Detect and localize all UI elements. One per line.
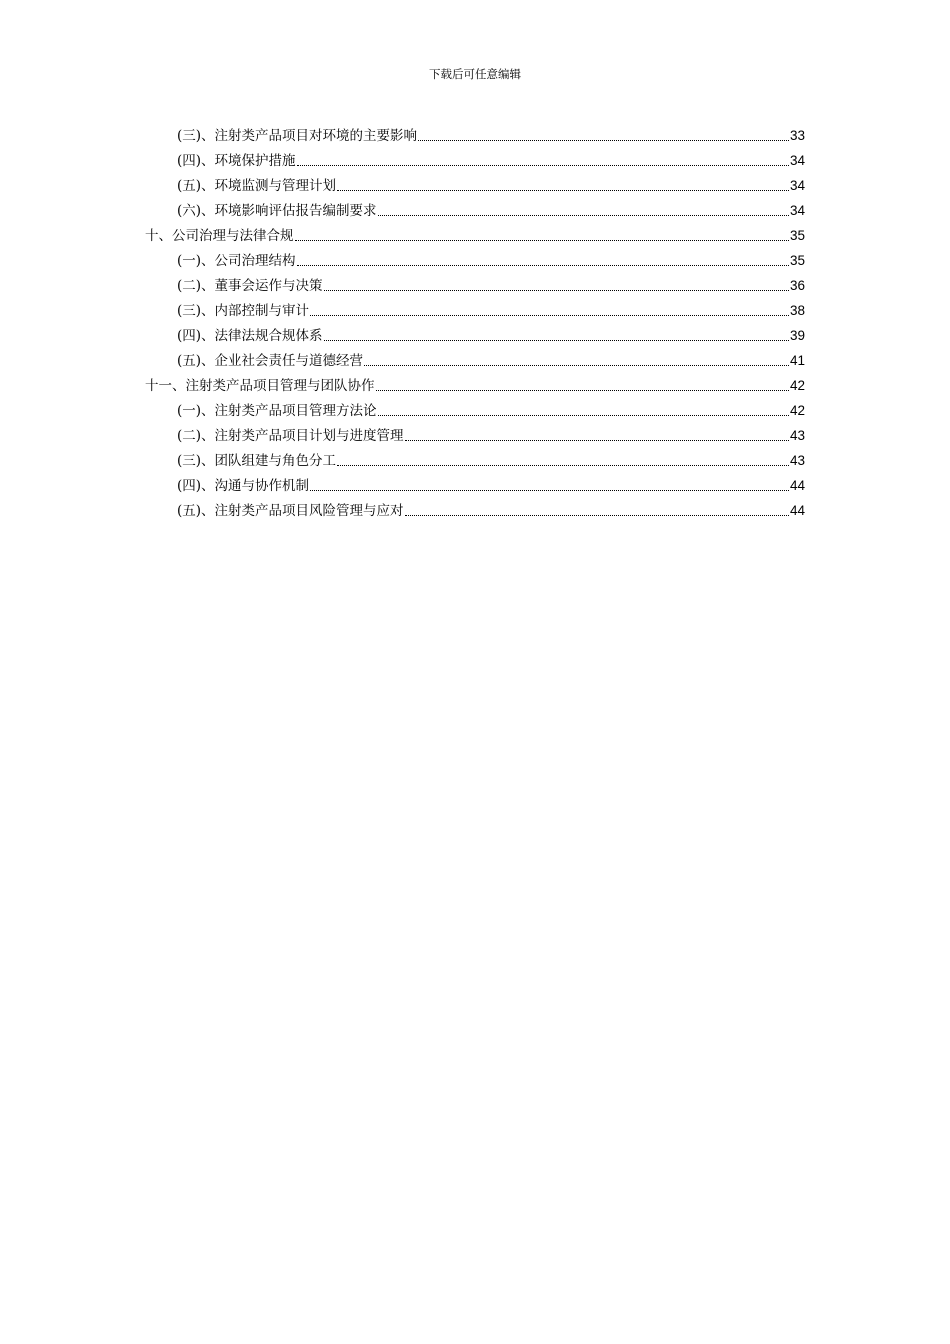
page-header: 下载后可任意编辑 <box>429 67 521 81</box>
toc-dot-leader <box>297 265 789 266</box>
toc-page-number: 42 <box>789 378 805 393</box>
toc-entry-title: (三)、团队组建与角色分工 <box>177 453 337 469</box>
toc-dot-leader <box>364 365 789 366</box>
toc-page-number: 43 <box>789 428 805 443</box>
toc-entry-title: (五)、环境监测与管理计划 <box>177 178 337 194</box>
toc-dot-leader <box>405 440 789 441</box>
toc-page-number: 35 <box>789 228 805 243</box>
toc-dot-leader <box>376 390 789 391</box>
toc-entry[interactable] <box>177 451 805 471</box>
toc-entry-title: (三)、内部控制与审计 <box>177 303 310 319</box>
toc-page-number: 38 <box>789 303 805 318</box>
toc-entry[interactable] <box>177 351 805 371</box>
toc-page-number: 44 <box>789 478 805 493</box>
toc-entry-title: (二)、董事会运作与决策 <box>177 278 323 294</box>
toc-dot-leader <box>337 465 789 466</box>
toc-entry[interactable] <box>177 126 805 146</box>
toc-page-number: 41 <box>789 353 805 368</box>
toc-entry-title: (四)、环境保护措施 <box>177 153 296 169</box>
toc-page-number: 39 <box>789 328 805 343</box>
toc-entry-title: (六)、环境影响评估报告编制要求 <box>177 203 377 219</box>
toc-dot-leader <box>295 240 789 241</box>
toc-entry-title: (二)、注射类产品项目计划与进度管理 <box>177 428 404 444</box>
toc-entry-title: (五)、注射类产品项目风险管理与应对 <box>177 503 404 519</box>
toc-entry-title: 十一、注射类产品项目管理与团队协作 <box>145 378 375 394</box>
toc-entry[interactable] <box>177 176 805 196</box>
toc-chapter-entry[interactable] <box>145 376 805 396</box>
toc-entry[interactable] <box>177 276 805 296</box>
toc-page-number: 36 <box>789 278 805 293</box>
toc-dot-leader <box>418 140 789 141</box>
toc-entry-title: (三)、注射类产品项目对环境的主要影响 <box>177 128 418 144</box>
toc-entry[interactable] <box>177 501 805 521</box>
toc-page-number: 35 <box>789 253 805 268</box>
toc-page-number: 43 <box>789 453 805 468</box>
toc-dot-leader <box>310 315 789 316</box>
toc-page-number: 33 <box>789 128 805 143</box>
toc-page-number: 34 <box>789 153 805 168</box>
toc-dot-leader <box>337 190 789 191</box>
toc-page-number: 42 <box>789 403 805 418</box>
toc-entry-title: (四)、沟通与协作机制 <box>177 478 310 494</box>
toc-entry-title: (五)、企业社会责任与道德经营 <box>177 353 364 369</box>
toc-dot-leader <box>310 490 789 491</box>
toc-entry-title: (四)、法律法规合规体系 <box>177 328 323 344</box>
toc-dot-leader <box>405 515 789 516</box>
toc-entry[interactable] <box>177 426 805 446</box>
toc-page-number: 44 <box>789 503 805 518</box>
toc-entry-title: (一)、公司治理结构 <box>177 253 296 269</box>
toc-entry[interactable] <box>177 151 805 171</box>
toc-dot-leader <box>324 340 789 341</box>
toc-page-number: 34 <box>789 203 805 218</box>
toc-dot-leader <box>378 215 789 216</box>
toc-entry[interactable] <box>177 201 805 221</box>
toc-entry[interactable] <box>177 476 805 496</box>
toc-entry-title: (一)、注射类产品项目管理方法论 <box>177 403 377 419</box>
toc-dot-leader <box>324 290 789 291</box>
toc-page-number: 34 <box>789 178 805 193</box>
toc-entry[interactable] <box>177 326 805 346</box>
toc-entry[interactable] <box>177 251 805 271</box>
toc-entry-title: 十、公司治理与法律合规 <box>145 228 294 244</box>
toc-chapter-entry[interactable] <box>145 226 805 246</box>
toc-entry[interactable] <box>177 301 805 321</box>
toc-entry[interactable] <box>177 401 805 421</box>
toc-dot-leader <box>297 165 789 166</box>
toc-dot-leader <box>378 415 789 416</box>
